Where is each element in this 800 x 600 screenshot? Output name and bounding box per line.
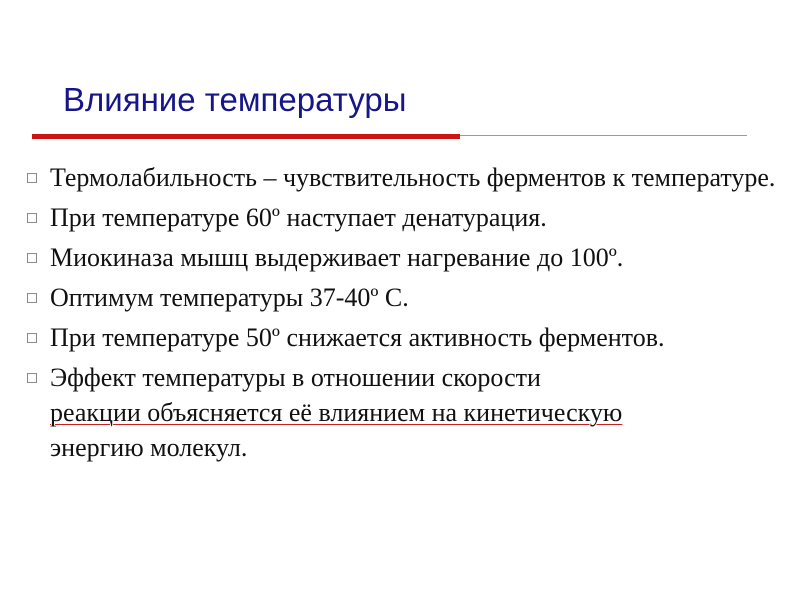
bullet-item-denaturation [0, 200, 792, 235]
bullet-text: При температуре 50º снижается активность ферментов. [50, 323, 665, 352]
bullet-item-thermolability [0, 160, 792, 195]
bullet-text-line-underlined: реакции объясняется её влиянием на кинетическую [50, 398, 623, 427]
bullet-text-line: энергию молекул. [50, 433, 248, 462]
bullet-text: Миокиназа мышц выдерживает нагревание до 100º. [50, 243, 624, 272]
bullet-box-icon [27, 333, 37, 343]
bullet-box-icon [27, 293, 37, 303]
bullet-item-optimum [0, 280, 792, 315]
bullet-text: При температуре 60º наступает денатурация. [50, 203, 547, 232]
bullet-text-line: Эффект температуры в отношении скорости [50, 363, 541, 392]
bullet-box-icon [27, 253, 37, 263]
bullet-text: Термолабильность – чувствительность ферментов к температуре. [50, 163, 776, 192]
title-accent-bar [32, 134, 460, 139]
slide-title: Влияние температуры [63, 81, 407, 118]
bullet-box-icon [27, 173, 37, 183]
bullet-box-icon [27, 373, 37, 383]
bullet-list [0, 160, 800, 470]
bullet-item-kinetic-energy [0, 360, 792, 465]
bullet-text: Оптимум температуры 37-40º С. [50, 283, 409, 312]
bullet-item-activity-decrease [0, 320, 792, 355]
bullet-item-myokinase [0, 240, 792, 275]
bullet-box-icon [27, 213, 37, 223]
